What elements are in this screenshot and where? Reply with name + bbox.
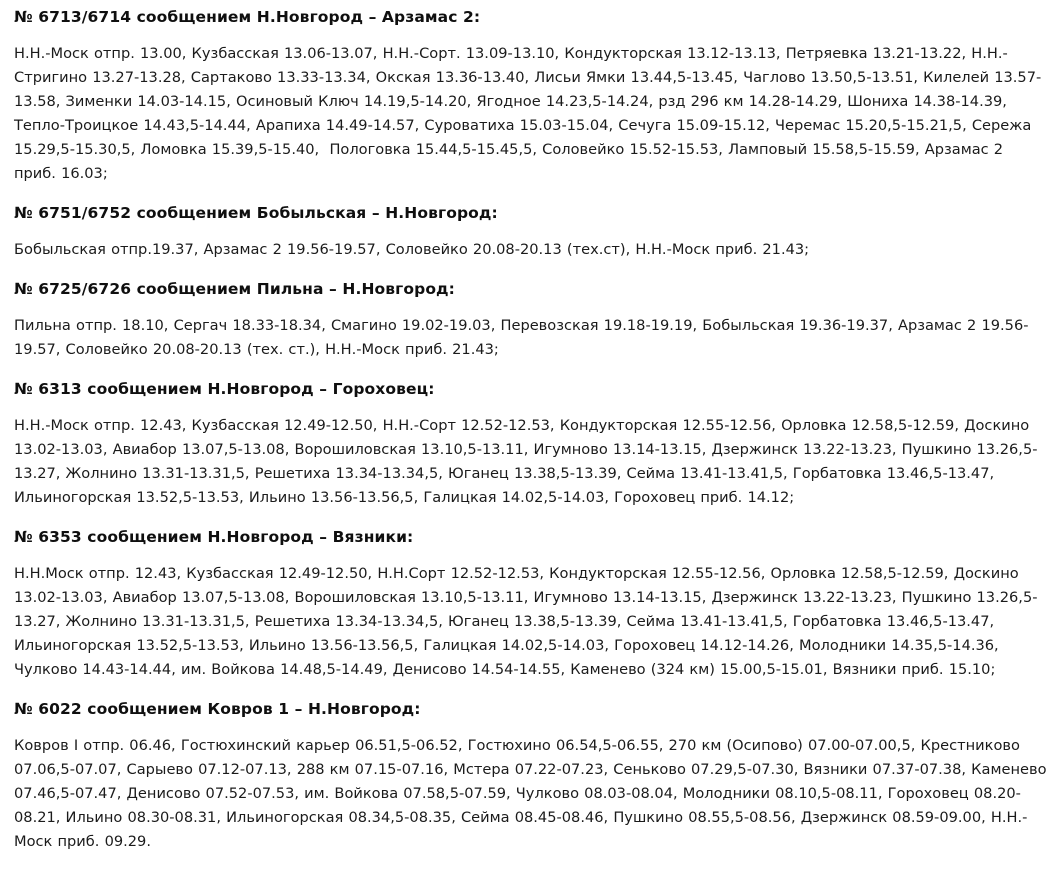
train-schedule-text: Бобыльская отпр.19.37, Арзамас 2 19.56-19.57, Соловейко 20.08-20.13 (тех.ст), Н.Н.-Моск приб. 21.43; xyxy=(14,241,810,258)
train-schedule-text: Н.Н.-Моск отпр. 13.00, Кузбасская 13.06-13.07, Н.Н.-Сорт. 13.09-13.10, Кондукторская 13.12-13.13, Петряевка 13.21-13.22, Н.Н.-Стригино 13.27-13.28, Сартаково 13.33-13.34, Окская 13.36-13.40, Лисьи Ямки 13.44,5-13.45, Чаглово 13.50,5-13.51, Килелей 13.57-13.58, Зименки 14.03-14.15, Осиновый Ключ 14.19,5-14.20, Ягодное 14.23,5-14.24, рзд 296 км 14.28-14.29, Шониха 14.38-14.39, Тепло-Троицкое 14.43,5-14.44, Арапиха 14.49-14.57, Суроватиха 15.03-15.04, Сечуга 15.09-15.12, Черемас 15.20,5-15.21,5, Сережа 15.29,5-15.30,5, Ломовка 15.39,5-15.40, Пологовка 15.44,5-15.45,5, Соловейко 15.52-15.53, Ламповый 15.58,5-15.59, Арзамас 2 приб. 16.03; xyxy=(14,45,1042,182)
train-schedule-text: Ковров I отпр. 06.46, Гостюхинский карьер 06.51,5-06.52, Гостюхино 06.54,5-06.55, 270 км (Осипово) 07.00-07.00,5, Крестниково 07.06,5-07.07, Сарыево 07.12-07.13, 288 км 07.15-07.16, Мстера 07.22-07.23, Сеньково 07.29,5-07.30, Вязники 07.37-07.38, Каменево 07.46,5-07.47, Денисово 07.52-07.53, им. Войкова 07.58,5-07.59, Чулково 08.03-08.04, Молодники 08.10,5-08.11, Гороховец 08.20-08.21, Ильино 08.30-08.31, Ильиногорская 08.34,5-08.35, Сейма 08.45-08.46, Пушкино 08.55,5-08.56, Дзержинск 08.59-09.00, Н.Н.-Моск приб. 09.29. xyxy=(14,737,1052,850)
train-section-6022 xyxy=(14,699,1052,854)
train-section-heading: № 6022 сообщением Ковров 1 – Н.Новгород: xyxy=(14,700,421,718)
train-section-heading: № 6313 сообщением Н.Новгород – Гороховец: xyxy=(14,380,435,398)
train-section-6313 xyxy=(14,379,1047,510)
train-section-heading: № 6751/6752 сообщением Бобыльская – Н.Новгород: xyxy=(14,204,498,222)
train-section-6713-6714 xyxy=(14,7,1047,186)
train-section-heading: № 6713/6714 сообщением Н.Новгород – Арзамас 2: xyxy=(14,8,481,26)
train-section-heading: № 6725/6726 сообщением Пильна – Н.Новгород: xyxy=(14,280,455,298)
train-schedule-text: Пильна отпр. 18.10, Сергач 18.33-18.34, Смагино 19.02-19.03, Перевозская 19.18-19.19, Бобыльская 19.36-19.37, Арзамас 2 19.56-19.57, Соловейко 20.08-20.13 (тех. ст.), Н.Н.-Моск приб. 21.43; xyxy=(14,317,1029,358)
train-section-6751-6752 xyxy=(14,203,1047,262)
train-schedule-text: Н.Н.-Моск отпр. 12.43, Кузбасская 12.49-12.50, Н.Н.-Сорт 12.52-12.53, Кондукторская 12.55-12.56, Орловка 12.58,5-12.59, Доскино 13.02-13.03, Авиабор 13.07,5-13.08, Ворошиловская 13.10,5-13.11, Игумново 13.14-13.15, Дзержинск 13.22-13.23, Пушкино 13.26,5-13.27, Жолнино 13.31-13.31,5, Решетиха 13.34-13.34,5, Юганец 13.38,5-13.39, Сейма 13.41-13.41,5, Горбатовка 13.46,5-13.47, Ильиногорская 13.52,5-13.53, Ильино 13.56-13.56,5, Галицкая 14.02,5-14.03, Гороховец приб. 14.12; xyxy=(14,417,1038,506)
train-section-6725-6726 xyxy=(14,279,1047,362)
train-schedule-text: Н.Н.Моск отпр. 12.43, Кузбасская 12.49-12.50, Н.Н.Сорт 12.52-12.53, Кондукторская 12.55-12.56, Орловка 12.58,5-12.59, Доскино 13.02-13.03, Авиабор 13.07,5-13.08, Ворошиловская 13.10,5-13.11, Игумново 13.14-13.15, Дзержинск 13.22-13.23, Пушкино 13.26,5-13.27, Жолнино 13.31-13.31,5, Решетиха 13.34-13.34,5, Юганец 13.38,5-13.39, Сейма 13.41-13.41,5, Горбатовка 13.46,5-13.47, Ильиногорская 13.52,5-13.53, Ильино 13.56-13.56,5, Галицкая 14.02,5-14.03, Гороховец 14.12-14.26, Молодники 14.35,5-14.36, Чулково 14.43-14.44, им. Войкова 14.48,5-14.49, Денисово 14.54-14.55, Каменево (324 км) 15.00,5-15.01, Вязники приб. 15.10; xyxy=(14,565,1038,678)
train-section-heading: № 6353 сообщением Н.Новгород – Вязники: xyxy=(14,528,414,546)
train-section-6353 xyxy=(14,527,1047,682)
